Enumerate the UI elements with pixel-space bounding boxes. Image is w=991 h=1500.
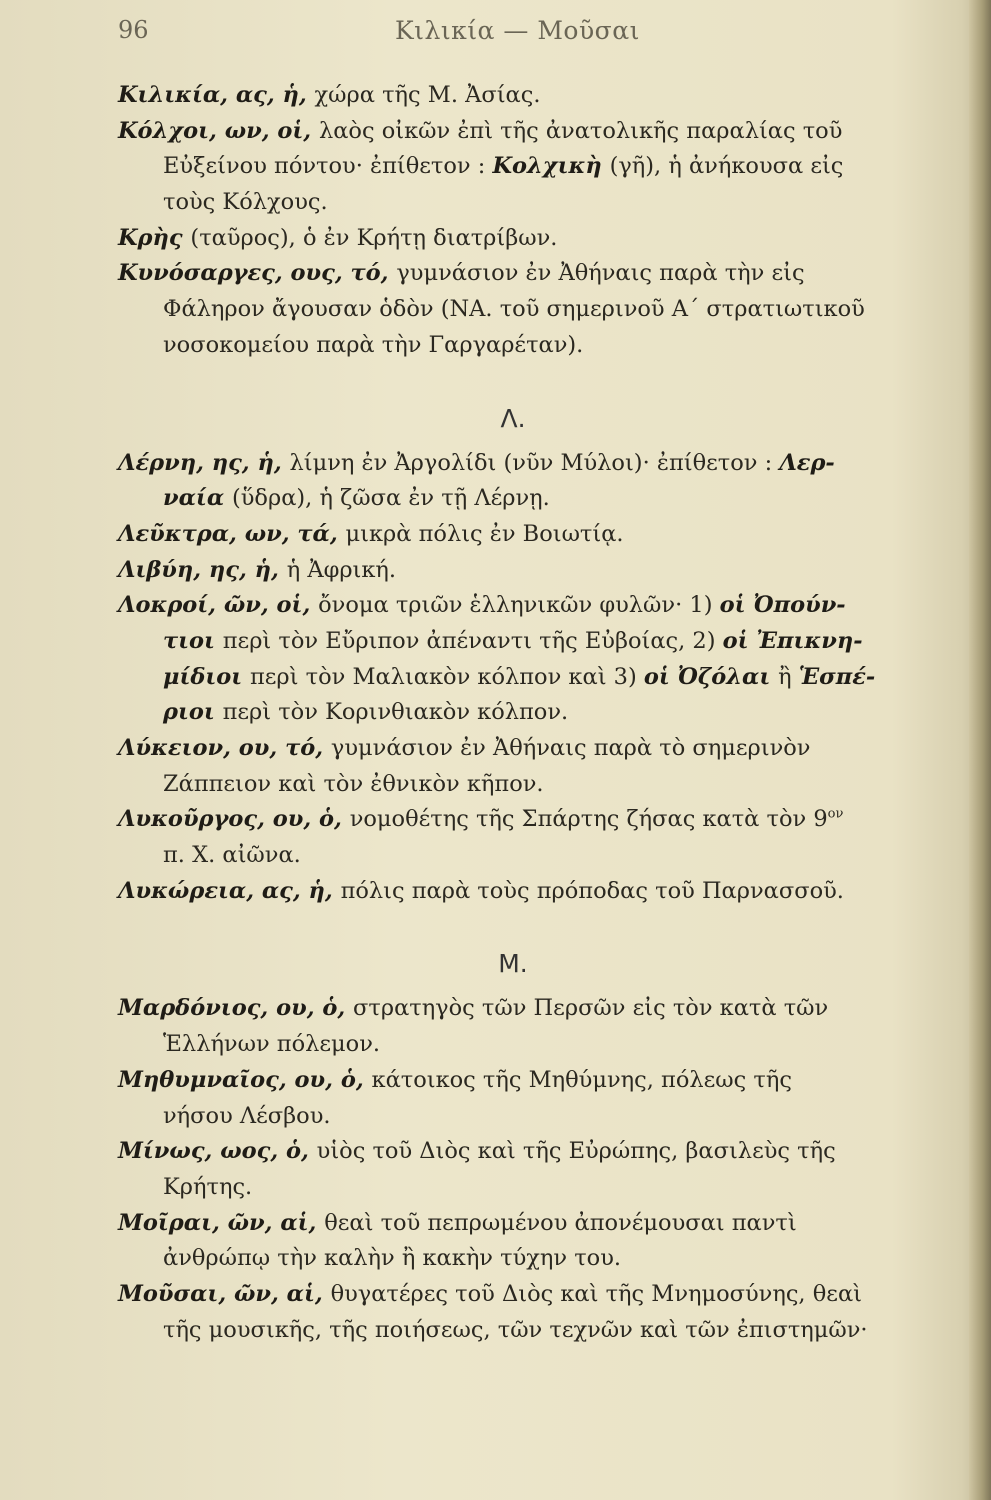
- entry-continuation-line: [118, 1099, 908, 1135]
- definition-text: περὶ τὸν Μαλιακὸν κόλπον καὶ 3): [249, 663, 644, 690]
- entry-first-line: [118, 114, 908, 150]
- glossary-entry: [118, 991, 908, 1062]
- definition-text: Κρήτης.: [163, 1173, 253, 1200]
- glossary-entry: [118, 256, 908, 363]
- entry-continuation-line: [118, 1170, 908, 1206]
- definition-text: λαὸς οἰκῶν ἐπὶ τῆς ἀνατολικῆς παραλίας τοῦ: [318, 117, 843, 144]
- entry-continuation-line: [118, 328, 908, 364]
- entry-continuation-line: [118, 624, 908, 660]
- entry-continuation-line: [118, 1027, 908, 1063]
- headword: οἱ Ὀπούν-: [719, 592, 846, 619]
- definition-text: Ζάππειον καὶ τὸν ἐθνικὸν κῆπον.: [163, 770, 544, 797]
- definition-text: (ὕδρα), ἡ ζῶσα ἐν τῇ Λέρνῃ.: [231, 485, 550, 512]
- glossary-entry: [118, 553, 908, 589]
- headword: Μίνως, ωος, ὁ,: [118, 1138, 317, 1165]
- ordinal-superscript: ον: [827, 806, 844, 822]
- headword: Λέρνη, ης, ἡ,: [118, 449, 290, 476]
- definition-text: ἡ Ἀφρική.: [286, 556, 397, 583]
- headword: ναία: [163, 485, 232, 512]
- glossary-entry: [118, 1277, 908, 1348]
- definition-text: γυμνάσιον ἐν Ἀθήναις παρὰ τὸ σημερινὸν: [330, 735, 811, 761]
- headword: Λοκροί, ῶν, οἱ,: [118, 592, 319, 619]
- definition-text: περὶ τὸν Κορινθιακὸν κόλπον.: [222, 699, 569, 726]
- definition-text: Ἑλλήνων πόλεμον.: [163, 1031, 381, 1058]
- glossary-entry: [118, 588, 908, 731]
- entry-continuation-line: [118, 767, 908, 803]
- definition-text: νοσοκομείου παρὰ τὴν Γαργαρέταν).: [163, 331, 584, 358]
- running-title: Κιλικία — Μοῦσαι: [395, 16, 640, 45]
- definition-text: νομοθέτης τῆς Σπάρτης ζήσας κατὰ τὸν 9: [349, 806, 828, 833]
- entry-continuation-line: [118, 660, 908, 696]
- headword: Μηθυμναῖος, ου, ὁ,: [118, 1066, 372, 1093]
- section-letter: Μ.: [498, 949, 528, 979]
- definition-text: πόλις παρὰ τοὺς πρόποδας τοῦ Παρνασσοῦ.: [340, 877, 844, 904]
- definition-text: π. Χ. αἰῶνα.: [163, 842, 301, 869]
- entry-continuation-line: [118, 292, 908, 328]
- definition-text: νήσου Λέσβου.: [163, 1102, 331, 1129]
- entry-first-line: [118, 221, 908, 257]
- entry-first-line: [118, 588, 908, 624]
- glossary-entry: [118, 517, 908, 553]
- definition-text: τοὺς Κόλχους.: [163, 189, 328, 216]
- definition-text: ἀνθρώπῳ τὴν καλὴν ἢ κακὴν τύχην του.: [163, 1245, 622, 1272]
- definition-text: γυμνάσιον ἐν Ἀθήναις παρὰ τὴν εἰς: [396, 260, 805, 287]
- glossary-entry: [118, 802, 908, 873]
- headword: Κόλχοι, ων, οἱ,: [118, 117, 319, 144]
- entry-continuation-line: [118, 695, 908, 731]
- definition-text: περὶ τὸν Εὔριπον ἀπέναντι τῆς Εὐβοίας, 2): [222, 627, 723, 654]
- glossary-entry: [118, 114, 908, 221]
- definition-text: τῆς μουσικῆς, τῆς ποιήσεως, τῶν τεχνῶν καὶ τῶν ἐπιστημῶν·: [163, 1316, 868, 1343]
- headword: οἱ Ὀζόλαι: [643, 663, 779, 690]
- headword: Λερ-: [779, 449, 835, 476]
- headword: Λεῦκτρα, ων, τά,: [118, 520, 346, 547]
- entry-first-line: [118, 256, 908, 292]
- definition-text: χώρα τῆς Μ. Ἀσίας.: [314, 82, 541, 108]
- page-number: 96: [118, 16, 149, 44]
- definition-text: (γῆ), ἡ ἀνήκουσα εἰς: [609, 153, 844, 180]
- glossary-entry: [118, 874, 908, 910]
- page-header: [0, 16, 991, 52]
- entry-continuation-line: [118, 185, 908, 221]
- entry-first-line: [118, 991, 908, 1027]
- entry-continuation-line: [118, 149, 908, 185]
- definition-text: λίμνη ἐν Ἀργολίδι (νῦν Μύλοι)· ἐπίθετον :: [289, 449, 780, 476]
- definition-text: υἱὸς τοῦ Διὸς καὶ τῆς Εὐρώπης, βασιλεὺς τῆς: [316, 1138, 836, 1165]
- glossary-entry: [118, 731, 908, 802]
- entry-continuation-line: [118, 838, 908, 874]
- entry-first-line: [118, 78, 908, 114]
- headword: Λυκοῦργος, ου, ὁ,: [118, 806, 350, 833]
- headword: τιοι: [163, 627, 223, 654]
- entry-first-line: [118, 1206, 908, 1242]
- headword: Μοῦσαι, ῶν, αἱ,: [118, 1280, 331, 1307]
- glossary-entry: [118, 1206, 908, 1277]
- glossary-entry: [118, 1063, 908, 1134]
- headword: Κρὴς: [118, 224, 191, 251]
- headword: Λυκώρεια, ας, ἡ,: [118, 877, 341, 904]
- definition-text: μικρὰ πόλις ἐν Βοιωτίᾳ.: [345, 520, 624, 547]
- headword: Κιλικία, ας, ἡ,: [118, 82, 315, 108]
- definition-text: κάτοικος τῆς Μηθύμνης, πόλεως τῆς: [371, 1066, 792, 1093]
- entry-continuation-line: [118, 481, 908, 517]
- headword: Λιβύη, ης, ἡ,: [118, 556, 287, 583]
- headword: Κολχικὴ: [492, 153, 610, 180]
- entry-first-line: [118, 874, 908, 910]
- entry-first-line: [118, 1063, 908, 1099]
- headword: οἱ Ἐπικνη-: [722, 627, 863, 654]
- headword: Ἑσπέ-: [798, 663, 876, 690]
- headword: ριοι: [163, 699, 223, 726]
- definition-text: Φάληρον ἄγουσαν ὁδὸν (ΝΑ. τοῦ σημερινοῦ Α΄ στρατιωτικοῦ: [163, 296, 865, 323]
- glossary-entry: [118, 221, 908, 257]
- glossary-entry: [118, 1134, 908, 1205]
- entry-first-line: [118, 1134, 908, 1170]
- entry-continuation-line: [118, 1241, 908, 1277]
- definition-text: θυγατέρες τοῦ Διὸς καὶ τῆς Μνημοσύνης, θεαὶ: [330, 1280, 862, 1307]
- headword: Μοῖραι, ῶν, αἱ,: [118, 1209, 325, 1236]
- headword: Κυνόσαργες, ους, τό,: [118, 260, 397, 287]
- definition-text: (ταῦρος), ὁ ἐν Κρήτῃ διατρίβων.: [190, 224, 558, 251]
- page-binding-edge: [969, 0, 991, 1500]
- entry-first-line: [118, 446, 908, 482]
- glossary-body: [118, 78, 908, 1348]
- definition-text: ἢ: [778, 663, 799, 690]
- definition-text: Εὐξείνου πόντου· ἐπίθετον :: [163, 153, 493, 180]
- definition-text: στρατηγὸς τῶν Περσῶν εἰς τὸν κατὰ τῶν: [353, 995, 829, 1022]
- headword: Λύκειον, ου, τό,: [118, 735, 331, 761]
- entry-first-line: [118, 731, 908, 767]
- headword: Μαρδόνιος, ου, ὁ,: [118, 995, 354, 1022]
- entry-first-line: [118, 517, 908, 553]
- section-letter: Λ.: [500, 403, 526, 433]
- section-gap: [118, 364, 908, 392]
- section-gap: [118, 909, 908, 937]
- entry-first-line: [118, 802, 908, 838]
- entry-continuation-line: [118, 1313, 908, 1349]
- glossary-entry: [118, 78, 908, 114]
- glossary-entry: [118, 446, 908, 517]
- definition-text: ὄνομα τριῶν ἑλληνικῶν φυλῶν· 1): [318, 592, 720, 619]
- definition-text: θεαὶ τοῦ πεπρωμένου ἀπονέμουσαι παντὶ: [324, 1209, 797, 1236]
- entry-first-line: [118, 553, 908, 589]
- entry-first-line: [118, 1277, 908, 1313]
- headword: μίδιοι: [163, 663, 250, 690]
